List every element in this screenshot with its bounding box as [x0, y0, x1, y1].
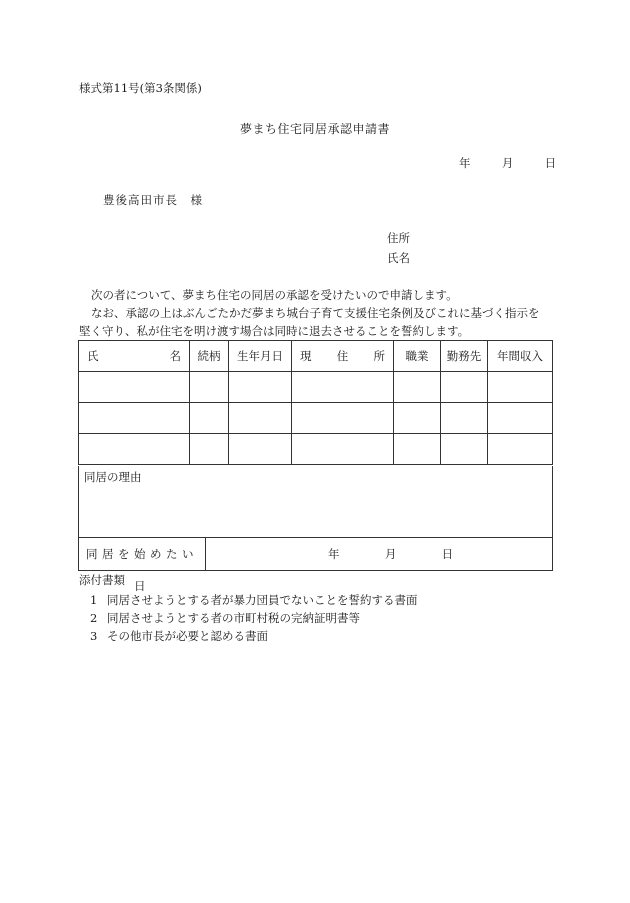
- cell-birthdate[interactable]: [229, 434, 292, 465]
- header-birthdate: 生年月日: [229, 341, 292, 372]
- cell-name[interactable]: [79, 403, 190, 434]
- cell-occupation[interactable]: [394, 403, 441, 434]
- date-day-label: 日: [544, 156, 557, 170]
- cell-address[interactable]: [292, 372, 394, 403]
- applicant-name-label: 氏名: [387, 251, 410, 265]
- document-title: 夢まち住宅同居承認申請書: [239, 122, 390, 136]
- header-address: 現 住 所: [292, 341, 394, 372]
- cell-name[interactable]: [79, 434, 190, 465]
- date-month-label: 月: [501, 156, 514, 170]
- table-row: [79, 403, 553, 434]
- reason-label: 同居の理由: [84, 470, 142, 484]
- header-relation: 続柄: [190, 341, 229, 372]
- attachments-title: 添付書類: [79, 573, 125, 587]
- header-workplace: 勤務先: [441, 341, 488, 372]
- start-year-label: 年: [328, 547, 340, 561]
- table-header-row: [79, 341, 553, 372]
- header-income: 年間収入: [488, 341, 553, 372]
- cell-address[interactable]: [292, 434, 394, 465]
- reason-field[interactable]: [78, 466, 553, 538]
- start-month-label: 月: [384, 547, 397, 561]
- cell-workplace[interactable]: [441, 403, 488, 434]
- cell-occupation[interactable]: [394, 372, 441, 403]
- cell-workplace[interactable]: [441, 372, 488, 403]
- cell-birthdate[interactable]: [229, 372, 292, 403]
- addressee: 豊後高田市長 様: [103, 193, 203, 207]
- cohabitant-table: [78, 340, 553, 465]
- header-occupation: 職業: [394, 341, 441, 372]
- application-date: [459, 155, 556, 171]
- list-item: 3 その他市長が必要と認める書面: [90, 629, 268, 643]
- cell-occupation[interactable]: [394, 434, 441, 465]
- form-number: 様式第11号(第3条関係): [79, 81, 202, 95]
- list-item: 1 同居させようとする者が暴力団員でないことを誓約する書面: [90, 593, 418, 607]
- body-line-1: 次の者について、夢まち住宅の同居の承認を受けたいので申請します。: [91, 288, 458, 302]
- applicant-address-label: 住所: [387, 231, 410, 245]
- list-item: 2 同居させようとする者の市町村税の完納証明書等: [90, 611, 360, 625]
- cell-relation[interactable]: [190, 434, 229, 465]
- body-line-2: なお、承認の上はぶんごたかだ夢まち城台子育て支援住宅条例及びこれに基づく指示を: [91, 306, 540, 320]
- cell-relation[interactable]: [190, 372, 229, 403]
- body-line-3: 堅く守り、私が住宅を明け渡す場合は同時に退去させることを誓約します。: [79, 324, 470, 338]
- date-year-label: 年: [459, 156, 471, 170]
- start-day-label: 日: [441, 547, 454, 561]
- table-row: [79, 434, 553, 465]
- header-name: 氏 名: [79, 341, 190, 372]
- table-row: [79, 372, 553, 403]
- cell-workplace[interactable]: [441, 434, 488, 465]
- cell-birthdate[interactable]: [229, 403, 292, 434]
- cell-income[interactable]: [488, 372, 553, 403]
- start-date-label: 同居を始めたい日: [79, 538, 206, 570]
- cell-income[interactable]: [488, 434, 553, 465]
- cell-address[interactable]: [292, 403, 394, 434]
- cell-relation[interactable]: [190, 403, 229, 434]
- start-date-field[interactable]: [328, 538, 453, 570]
- cell-name[interactable]: [79, 372, 190, 403]
- cell-income[interactable]: [488, 403, 553, 434]
